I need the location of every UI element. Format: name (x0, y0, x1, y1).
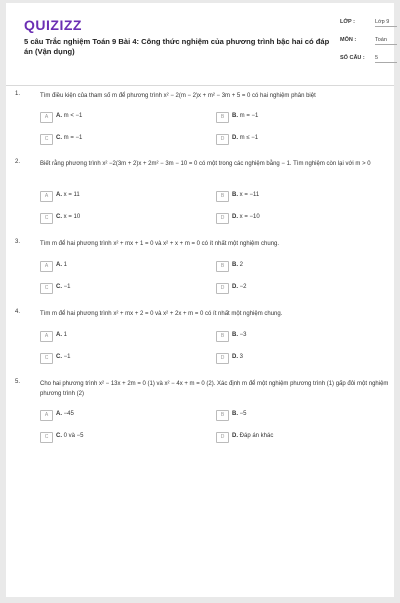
meta-row-class (340, 17, 400, 35)
option-letter: B. (232, 113, 238, 119)
option-box: D (216, 213, 229, 224)
question-text: Cho hai phương trình x² − 13x + 2m = 0 (1) và x² − 4x + m = 0 (2). Xác định m để một nghiệm phương trình (1) gấp đôi một nghiệm phương trình (2) (40, 381, 389, 397)
option-text: −2 (239, 284, 247, 290)
option-box: B (216, 112, 229, 123)
option-box: B (216, 191, 229, 202)
option-box: B (216, 331, 229, 342)
option-letter: C. (56, 284, 62, 290)
option-letter: B. (232, 262, 238, 268)
option-box: A (40, 331, 53, 342)
option-text: x = −10 (239, 214, 260, 220)
option-letter: A. (56, 262, 62, 268)
option-text: −3 (239, 332, 247, 338)
option-text: m ≤ −1 (239, 135, 259, 141)
option-text: m < −1 (63, 113, 83, 119)
option-text: −1 (63, 284, 71, 290)
meta-label: SỐ CÂU : (340, 55, 365, 61)
option-letter: D. (232, 433, 238, 439)
option-box: C (40, 213, 53, 224)
question-text: Biết rằng phương trình x² −2(3m + 2)x + 2m² − 3m − 10 = 0 có một trong các nghiệm bằng − 1. Tìm nghiệm còn lại với m > 0 (40, 161, 371, 167)
question-text: Tìm m để hai phương trình x² + mx + 1 = 0 và x² + x + m = 0 có ít nhất một nghiệm chung. (40, 241, 280, 247)
option-box: D (216, 432, 229, 443)
option-letter: D. (232, 354, 238, 360)
worksheet-header (20, 17, 390, 69)
option-box: D (216, 283, 229, 294)
option-text: 0 và −5 (63, 433, 84, 439)
option-text: m = −1 (239, 113, 259, 119)
option-letter: C. (56, 214, 62, 220)
option-text: m = −1 (63, 135, 83, 141)
meta-label: LỚP : (340, 19, 355, 25)
worksheet-title: 5 câu Trắc nghiệm Toán 9 Bài 4: Công thức nghiệm của phương trình bậc hai có đáp án (Vận dụng) (24, 37, 330, 56)
option-box: C (40, 432, 53, 443)
meta-row-count (340, 53, 400, 71)
question-number: 4. (15, 309, 21, 315)
option-box: C (40, 283, 53, 294)
option-box: C (40, 353, 53, 364)
worksheet-meta (340, 17, 400, 71)
meta-value: Toán (375, 37, 397, 45)
meta-label: MÔN : (340, 37, 357, 43)
question-number: 2. (15, 159, 21, 165)
option-letter: B. (232, 332, 238, 338)
option-box: A (40, 410, 53, 421)
option-letter: A. (56, 332, 62, 338)
meta-value: 5 (375, 55, 397, 63)
question-text: Tìm điều kiện của tham số m để phương trình x² − 2(m − 2)x + m² − 3m + 5 = 0 có hai nghiệm phân biệt (40, 93, 316, 99)
option-letter: A. (56, 411, 62, 417)
option-text: x = −11 (239, 192, 260, 198)
option-text: 1 (63, 262, 68, 268)
option-text: 1 (63, 332, 68, 338)
option-letter: C. (56, 135, 62, 141)
option-letter: A. (56, 113, 62, 119)
option-letter: B. (232, 411, 238, 417)
option-letter: B. (232, 192, 238, 198)
question-text: Tìm m để hai phương trình x² + mx + 2 = 0 và x² + 2x + m = 0 có ít nhất một nghiệm chung. (40, 311, 283, 317)
option-letter: C. (56, 433, 62, 439)
option-text: Đáp án khác (239, 433, 274, 439)
option-box: B (216, 261, 229, 272)
option-letter: C. (56, 354, 62, 360)
quizizz-logo: QUIZIZZ (24, 17, 82, 33)
option-letter: D. (232, 135, 238, 141)
option-box: D (216, 134, 229, 145)
option-box: D (216, 353, 229, 364)
option-box: A (40, 191, 53, 202)
option-box: B (216, 410, 229, 421)
header-divider (6, 85, 394, 86)
option-letter: D. (232, 284, 238, 290)
meta-value: Lớp 9 (375, 19, 397, 27)
option-letter: A. (56, 192, 62, 198)
option-text: 2 (239, 262, 244, 268)
option-box: A (40, 261, 53, 272)
option-letter: D. (232, 214, 238, 220)
option-text: x = 10 (63, 214, 81, 220)
worksheet-page (6, 3, 394, 597)
question-number: 5. (15, 379, 21, 385)
option-text: −45 (63, 411, 74, 417)
option-text: x = 11 (63, 192, 80, 198)
option-text: −5 (239, 411, 247, 417)
option-box: C (40, 134, 53, 145)
question-number: 3. (15, 239, 21, 245)
option-text: −1 (63, 354, 71, 360)
option-text: 3 (239, 354, 244, 360)
option-box: A (40, 112, 53, 123)
question-number: 1. (15, 91, 21, 97)
meta-row-subject (340, 35, 400, 53)
